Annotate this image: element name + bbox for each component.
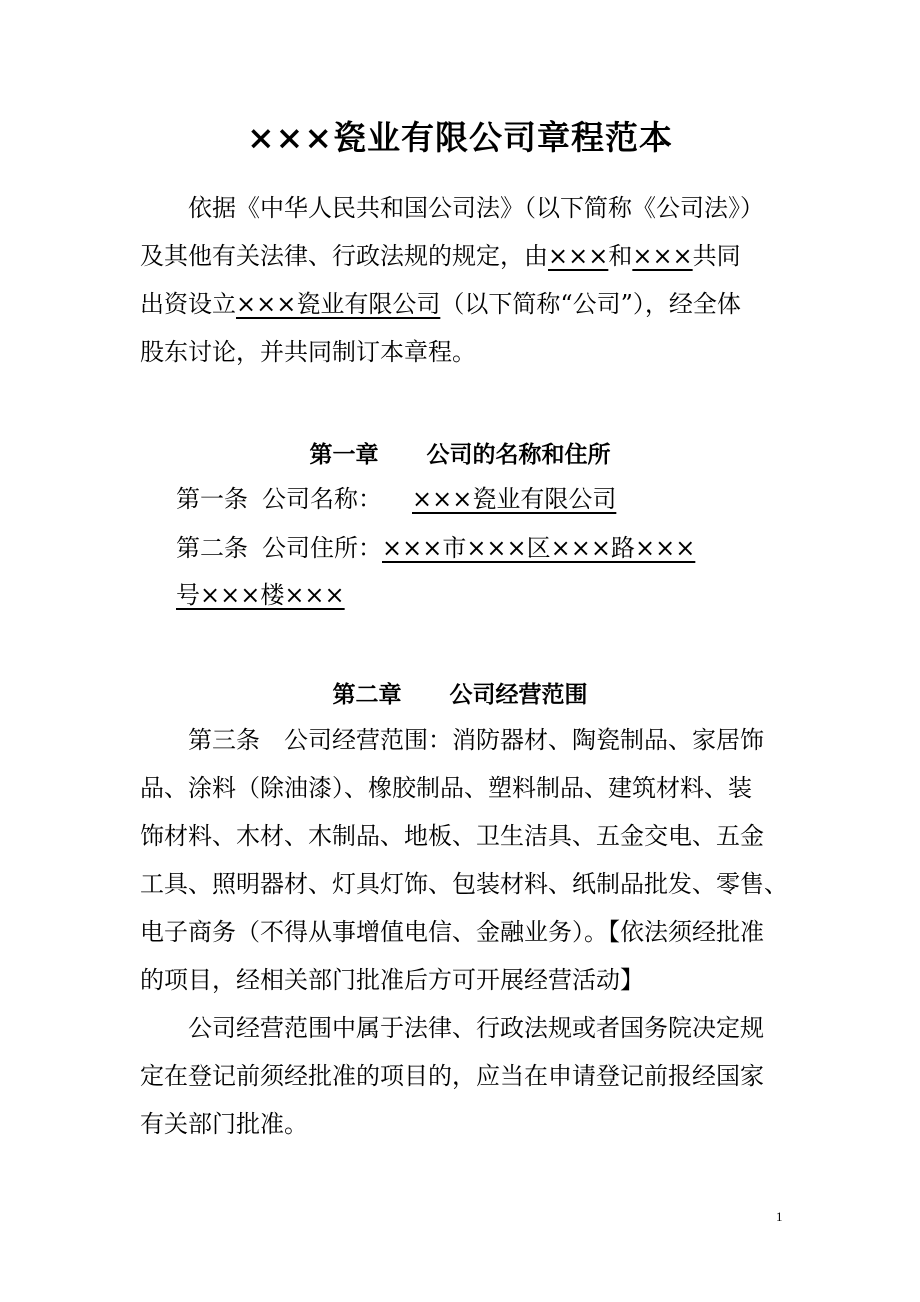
shareholder-placeholder-2: ××× xyxy=(632,242,693,270)
address-value-line-2: 号×××楼××× xyxy=(176,581,345,609)
chapter-title: 公司的名称和住所 xyxy=(426,442,611,468)
article-3-line: 第三条 公司经营范围：消防器材、陶瓷制品、家居饰 xyxy=(188,726,764,754)
scope-paragraph-line: 有关部门批准。 xyxy=(140,1110,308,1138)
article-label: 第一条 xyxy=(176,485,248,513)
page-number: 1 xyxy=(776,1209,783,1224)
address-value-line-1: ×××市×××区×××路××× xyxy=(382,534,696,562)
article-2 xyxy=(176,533,695,563)
preamble-line-2 xyxy=(140,241,741,271)
chapter-number: 第一章 xyxy=(309,442,379,468)
preamble-text: 出资设立 xyxy=(140,290,236,318)
article-2-continued xyxy=(176,580,345,610)
preamble-text: 及其他有关法律、行政法规的规定，由 xyxy=(140,242,548,270)
article-3-line: 饰材料、木材、木制品、地板、卫生洁具、五金交电、五金 xyxy=(140,822,764,850)
article-3-line: 品、涂料（除油漆）、橡胶制品、塑料制品、建筑材料、装 xyxy=(140,774,752,802)
article-3-line: 电子商务（不得从事增值电信、金融业务）。【依法须经批准 xyxy=(140,918,764,946)
preamble-text: 和 xyxy=(608,242,633,270)
article-key: 公司名称： xyxy=(262,485,382,513)
chapter-number: 第二章 xyxy=(332,682,402,708)
scope-paragraph-line: 公司经营范围中属于法律、行政法规或者国务院决定规 xyxy=(188,1014,764,1042)
chapter-title: 公司经营范围 xyxy=(449,682,588,708)
article-3-line: 的项目，经相关部门批准后方可开展经营活动】 xyxy=(140,966,644,994)
article-label: 第二条 xyxy=(176,534,248,562)
article-1 xyxy=(176,484,616,514)
shareholder-placeholder-1: ××× xyxy=(548,242,609,270)
preamble-line-1: 依据《中华人民共和国公司法》（以下简称《公司法》） xyxy=(188,194,764,222)
preamble-text: （以下简称“公司”），经全体 xyxy=(440,290,741,318)
document-title: ×××瓷业有限公司章程范本 xyxy=(247,118,673,157)
article-key: 公司住所： xyxy=(262,534,382,562)
preamble-line-3 xyxy=(140,289,741,319)
preamble-line-4: 股东讨论，并共同制订本章程。 xyxy=(140,338,476,366)
article-3-line: 工具、照明器材、灯具灯饰、包装材料、纸制品批发、零售、 xyxy=(140,870,788,898)
chapter-2-heading xyxy=(0,676,920,709)
chapter-1-heading xyxy=(0,436,920,469)
company-name-value: ×××瓷业有限公司 xyxy=(412,485,617,513)
company-name-placeholder: ×××瓷业有限公司 xyxy=(236,290,441,318)
scope-paragraph-line: 定在登记前须经批准的项目的，应当在申请登记前报经国家 xyxy=(140,1062,764,1090)
preamble-text: 共同 xyxy=(692,242,741,270)
